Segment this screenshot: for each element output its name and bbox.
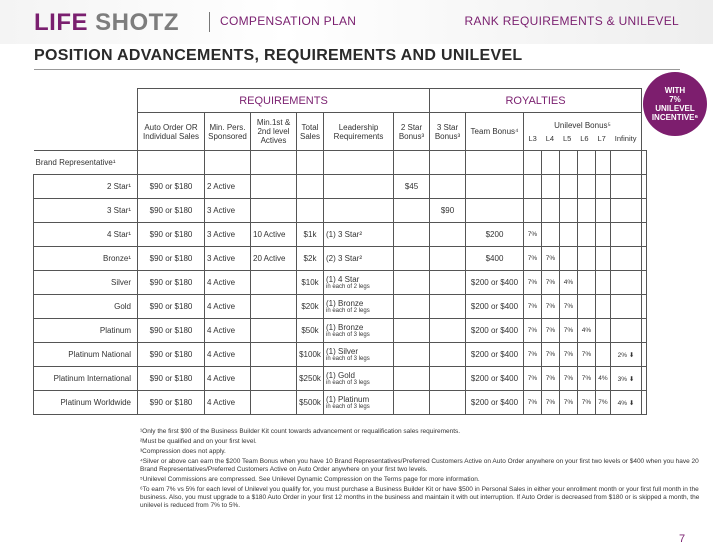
table-cell: 3 Active bbox=[205, 199, 251, 223]
rank-name-cell: Platinum International bbox=[34, 367, 138, 391]
table-cell: $90 or $180 bbox=[138, 343, 205, 367]
unilevel-incentive-badge bbox=[643, 72, 707, 136]
table-row bbox=[34, 295, 647, 319]
rank-name-cell: 4 Star¹ bbox=[34, 223, 138, 247]
table-cell: $90 or $180 bbox=[138, 199, 205, 223]
table-cell: 7% bbox=[542, 271, 560, 295]
table-cell bbox=[430, 247, 466, 271]
table-cell: 10 Active bbox=[251, 223, 297, 247]
table-cell bbox=[297, 151, 324, 175]
table-cell bbox=[560, 247, 578, 271]
leadership-cell bbox=[324, 295, 394, 319]
table-cell bbox=[542, 175, 560, 199]
table-cell bbox=[578, 151, 596, 175]
table-cell: 2 Active bbox=[205, 175, 251, 199]
table-cell bbox=[560, 175, 578, 199]
table-cell: 7% bbox=[524, 295, 542, 319]
col-l5: L5 bbox=[562, 133, 572, 143]
table-cell bbox=[394, 295, 430, 319]
table-cell: 4 Active bbox=[205, 271, 251, 295]
table-cell bbox=[466, 175, 524, 199]
table-cell: $90 or $180 bbox=[138, 391, 205, 415]
rank-name-cell: Gold bbox=[34, 295, 138, 319]
table-cell bbox=[578, 223, 596, 247]
table-row bbox=[34, 343, 647, 367]
table-cell: 7% bbox=[524, 367, 542, 391]
table-cell: $200 or $400 bbox=[466, 295, 524, 319]
leadership-cell bbox=[324, 319, 394, 343]
table-cell bbox=[251, 271, 297, 295]
table-row bbox=[34, 151, 647, 175]
lifeshotz-logo bbox=[34, 9, 179, 37]
table-cell: $90 or $180 bbox=[138, 295, 205, 319]
table-cell: $500k bbox=[297, 391, 324, 415]
leadership-cell bbox=[324, 391, 394, 415]
table-cell bbox=[251, 319, 297, 343]
table-cell: 4 Active bbox=[205, 391, 251, 415]
table-cell: 7% bbox=[560, 319, 578, 343]
leadership-text: (1) Gold bbox=[326, 371, 355, 380]
table-cell bbox=[138, 151, 205, 175]
table-cell bbox=[297, 199, 324, 223]
table-row bbox=[34, 247, 647, 271]
table-cell bbox=[430, 271, 466, 295]
table-cell bbox=[578, 295, 596, 319]
table-cell bbox=[642, 391, 647, 415]
leadership-text: (1) 4 Star bbox=[326, 275, 360, 284]
leadership-note: in each of 3 legs bbox=[326, 332, 370, 338]
table-cell bbox=[642, 199, 647, 223]
table-cell bbox=[430, 391, 466, 415]
table-row bbox=[34, 175, 647, 199]
footnote-4: ⁴Silver or above can earn the $200 Team Bonus when you have 10 Brand Representatives/Preferred Customers Active on Auto Order anywhere on your first two levels or $400 when you have 20 Brand Representatives/Preferred Customers Active on Auto Order anywhere on your first two levels. bbox=[140, 458, 699, 473]
col-three-star: 3 Star Bonus³ bbox=[430, 113, 466, 151]
table-cell: $90 or $180 bbox=[138, 319, 205, 343]
table-cell: $90 or $180 bbox=[138, 223, 205, 247]
table-cell bbox=[611, 271, 642, 295]
leadership-cell bbox=[324, 367, 394, 391]
table-cell: $90 or $180 bbox=[138, 175, 205, 199]
leadership-text: (1) Bronze bbox=[326, 323, 364, 332]
leadership-text: (1) 3 Star² bbox=[326, 230, 363, 239]
table-cell: 4 Active bbox=[205, 295, 251, 319]
table-cell bbox=[642, 271, 647, 295]
leadership-cell bbox=[324, 247, 394, 271]
table-cell: $10k bbox=[297, 271, 324, 295]
table-cell bbox=[642, 367, 647, 391]
leadership-note: in each of 3 legs bbox=[326, 404, 370, 410]
table-cell: 3 Active bbox=[205, 223, 251, 247]
group-header-row bbox=[34, 89, 647, 113]
col-total-sales: Total Sales bbox=[297, 113, 324, 151]
table-cell bbox=[642, 175, 647, 199]
footnote-3: ³Compression does not apply. bbox=[140, 448, 226, 455]
table-cell: 7% bbox=[578, 391, 596, 415]
table-cell: 4% bbox=[560, 271, 578, 295]
table-cell bbox=[578, 271, 596, 295]
col-l6: L6 bbox=[580, 133, 589, 143]
table-cell: 7% bbox=[560, 295, 578, 319]
table-cell: 3% ⬇ bbox=[611, 367, 642, 391]
page-number: 7 bbox=[679, 533, 686, 545]
table-cell: $20k bbox=[297, 295, 324, 319]
royalties-group-header: ROYALTIES bbox=[430, 89, 642, 113]
table-cell bbox=[430, 175, 466, 199]
table-cell bbox=[251, 295, 297, 319]
table-cell: 4% bbox=[596, 367, 611, 391]
table-cell bbox=[578, 175, 596, 199]
title-rule bbox=[34, 69, 680, 70]
table-cell bbox=[596, 199, 611, 223]
table-cell bbox=[205, 151, 251, 175]
table-cell: 7% bbox=[524, 271, 542, 295]
leadership-cell bbox=[324, 343, 394, 367]
footnote-2: ²Must be qualified and on your first level. bbox=[140, 438, 257, 445]
table-cell bbox=[251, 343, 297, 367]
table-cell bbox=[524, 199, 542, 223]
table-cell bbox=[297, 175, 324, 199]
rank-name-cell: Bronze¹ bbox=[34, 247, 138, 271]
table-cell bbox=[642, 223, 647, 247]
table-cell: 7% bbox=[524, 391, 542, 415]
requirements-group-header: REQUIREMENTS bbox=[138, 89, 430, 113]
table-cell bbox=[430, 319, 466, 343]
table-cell bbox=[394, 223, 430, 247]
table-cell: $250k bbox=[297, 367, 324, 391]
table-cell: 7% bbox=[524, 223, 542, 247]
table-cell bbox=[642, 319, 647, 343]
table-cell bbox=[394, 343, 430, 367]
corner-cell bbox=[34, 89, 138, 113]
table-cell bbox=[430, 151, 466, 175]
table-cell: 7% bbox=[542, 343, 560, 367]
table-row bbox=[34, 391, 647, 415]
table-cell: $200 or $400 bbox=[466, 367, 524, 391]
table-cell bbox=[611, 295, 642, 319]
col-l4: L4 bbox=[545, 133, 555, 143]
table-cell bbox=[578, 247, 596, 271]
table-cell bbox=[466, 199, 524, 223]
leadership-text: (1) Silver bbox=[326, 347, 359, 356]
table-cell bbox=[251, 151, 297, 175]
table-cell bbox=[642, 247, 647, 271]
table-cell: 7% bbox=[560, 391, 578, 415]
table-cell bbox=[642, 343, 647, 367]
table-cell: 7% bbox=[542, 367, 560, 391]
table-cell: $90 bbox=[430, 199, 466, 223]
table-cell: 7% bbox=[542, 391, 560, 415]
rank-name-cell: 2 Star¹ bbox=[34, 175, 138, 199]
table-cell: 7% bbox=[524, 343, 542, 367]
col-infinity: Infinity bbox=[614, 133, 637, 143]
badge-text: WITH 7% UNILEVEL INCENTIVE⁶ bbox=[651, 86, 699, 122]
rank-name-cell: Platinum National bbox=[34, 343, 138, 367]
col-unilevel bbox=[524, 113, 642, 151]
unilevel-title: Unilevel Bonus⁵ bbox=[554, 120, 611, 130]
col-l3: L3 bbox=[528, 133, 537, 143]
table-cell: $100k bbox=[297, 343, 324, 367]
table-cell bbox=[251, 199, 297, 223]
table-cell bbox=[596, 295, 611, 319]
table-cell bbox=[596, 319, 611, 343]
leadership-text: (1) Bronze bbox=[326, 299, 364, 308]
table-row bbox=[34, 223, 647, 247]
table-cell bbox=[611, 175, 642, 199]
logo-main: LIFE bbox=[34, 9, 88, 36]
col-l7: L7 bbox=[597, 133, 606, 143]
rank-requirements-table bbox=[33, 88, 647, 415]
table-cell: 7% bbox=[542, 295, 560, 319]
table-cell: 2% ⬇ bbox=[611, 343, 642, 367]
table-cell bbox=[394, 367, 430, 391]
table-cell bbox=[394, 151, 430, 175]
table-cell: 7% bbox=[524, 319, 542, 343]
table-cell bbox=[524, 175, 542, 199]
leadership-cell bbox=[324, 223, 394, 247]
table-cell: 20 Active bbox=[251, 247, 297, 271]
table-cell bbox=[611, 247, 642, 271]
header-divider bbox=[209, 12, 210, 32]
table-cell: 3 Active bbox=[205, 247, 251, 271]
table-cell bbox=[596, 343, 611, 367]
table-cell bbox=[251, 391, 297, 415]
table-cell: 7% bbox=[578, 343, 596, 367]
table-cell: 7% bbox=[524, 247, 542, 271]
table-row bbox=[34, 367, 647, 391]
table-cell: $50k bbox=[297, 319, 324, 343]
leadership-text: (1) Platinum bbox=[326, 395, 370, 404]
footnote-1: ¹Only the first $90 of the Business Builder Kit count towards advancement or requalification sales requirements. bbox=[140, 428, 461, 435]
table-cell bbox=[611, 199, 642, 223]
table-cell: 7% bbox=[542, 319, 560, 343]
table-cell: 4 Active bbox=[205, 343, 251, 367]
table-cell bbox=[596, 175, 611, 199]
table-cell: 7% bbox=[560, 367, 578, 391]
table-cell: $200 or $400 bbox=[466, 319, 524, 343]
table-cell: 4% ⬇ bbox=[611, 391, 642, 415]
table-cell: $90 or $180 bbox=[138, 367, 205, 391]
table-cell bbox=[611, 223, 642, 247]
col-min-level: Min.1st & 2nd level Actives bbox=[251, 113, 297, 151]
table-cell bbox=[596, 223, 611, 247]
table-cell bbox=[542, 223, 560, 247]
table-cell: $200 or $400 bbox=[466, 343, 524, 367]
col-leadership: Leadership Requirements bbox=[324, 113, 394, 151]
table-cell bbox=[251, 367, 297, 391]
table-cell bbox=[560, 151, 578, 175]
table-cell bbox=[642, 295, 647, 319]
table-cell bbox=[251, 175, 297, 199]
table-cell bbox=[466, 151, 524, 175]
rank-name-cell: Platinum bbox=[34, 319, 138, 343]
table-cell: 4% bbox=[578, 319, 596, 343]
table-cell: 7% bbox=[542, 247, 560, 271]
table-cell: $200 or $400 bbox=[466, 391, 524, 415]
table-row bbox=[34, 271, 647, 295]
table-cell bbox=[542, 151, 560, 175]
table-cell: 4 Active bbox=[205, 319, 251, 343]
table-cell: $45 bbox=[394, 175, 430, 199]
table-cell bbox=[596, 151, 611, 175]
table-cell bbox=[430, 223, 466, 247]
table-cell bbox=[596, 247, 611, 271]
col-auto-order: Auto Order OR Individual Sales bbox=[138, 113, 205, 151]
table-cell: $200 bbox=[466, 223, 524, 247]
col-two-star: 2 Star Bonus³ bbox=[394, 113, 430, 151]
col-team-bonus: Team Bonus⁴ bbox=[466, 113, 524, 151]
rank-name-cell: Silver bbox=[34, 271, 138, 295]
page-header bbox=[0, 0, 713, 44]
col-min-pers: Min. Pers. Sponsored bbox=[205, 113, 251, 151]
table-cell bbox=[394, 319, 430, 343]
header-page-topic: RANK REQUIREMENTS & UNILEVEL bbox=[464, 14, 679, 28]
table-cell: $1k bbox=[297, 223, 324, 247]
table-cell: $90 or $180 bbox=[138, 271, 205, 295]
table-cell bbox=[611, 319, 642, 343]
table-cell bbox=[560, 223, 578, 247]
table-cell bbox=[394, 199, 430, 223]
table-cell bbox=[524, 151, 542, 175]
leadership-note: in each of 3 legs bbox=[326, 380, 370, 386]
leadership-note: in each of 3 legs bbox=[326, 356, 370, 362]
table-cell bbox=[560, 199, 578, 223]
table-cell: 7% bbox=[578, 367, 596, 391]
table-cell: 7% bbox=[596, 391, 611, 415]
leadership-text: (2) 3 Star² bbox=[326, 254, 363, 263]
footnotes bbox=[140, 428, 710, 512]
leadership-cell bbox=[324, 199, 394, 223]
table-cell bbox=[394, 391, 430, 415]
table-cell bbox=[394, 247, 430, 271]
table-cell: 7% bbox=[560, 343, 578, 367]
table-cell bbox=[578, 199, 596, 223]
table-cell: $90 or $180 bbox=[138, 247, 205, 271]
table-cell bbox=[642, 151, 647, 175]
table-cell bbox=[394, 271, 430, 295]
footnote-5: ⁵Unilevel Commissions are compressed. See Unilevel Dynamic Compression on the Terms page for more information. bbox=[140, 476, 480, 483]
table-cell: $2k bbox=[297, 247, 324, 271]
rank-header-cell bbox=[34, 113, 138, 151]
footnote-6: ⁶To earn 7% vs 5% for each level of Unilevel you qualify for, you must purchase a Business Builder Kit or have $500 in Personal Sales in either your enrollment month or your first full month in the business. Also, you must upgrade to a $180 Auto Order in your first 12 months in the business and maintain it with out interruption. If Auto Order is decreased from $180 or is skipped a month, the unilevel is reduced from 7% to 5%. bbox=[140, 486, 700, 509]
header-section-title: COMPENSATION PLAN bbox=[220, 14, 357, 28]
table-cell bbox=[596, 271, 611, 295]
leadership-cell bbox=[324, 175, 394, 199]
table-cell bbox=[430, 367, 466, 391]
table-cell: $400 bbox=[466, 247, 524, 271]
leadership-note: in each of 2 legs bbox=[326, 284, 370, 290]
rank-name-cell: Platinum Worldwide bbox=[34, 391, 138, 415]
leadership-cell bbox=[324, 151, 394, 175]
logo-sub: SHOTZ bbox=[95, 9, 179, 36]
table-cell: 4 Active bbox=[205, 367, 251, 391]
rank-name-cell: 3 Star¹ bbox=[34, 199, 138, 223]
table-cell bbox=[430, 343, 466, 367]
table-row bbox=[34, 319, 647, 343]
table-cell bbox=[611, 151, 642, 175]
rank-rows bbox=[34, 151, 647, 415]
table-row bbox=[34, 199, 647, 223]
table-cell bbox=[542, 199, 560, 223]
page-title: POSITION ADVANCEMENTS, REQUIREMENTS AND UNILEVEL bbox=[34, 47, 523, 64]
leadership-note: in each of 2 legs bbox=[326, 308, 370, 314]
table-cell: $200 or $400 bbox=[466, 271, 524, 295]
column-header-row bbox=[34, 113, 647, 151]
table-cell bbox=[430, 295, 466, 319]
leadership-cell bbox=[324, 271, 394, 295]
rank-name-cell: Brand Representative¹ bbox=[34, 151, 138, 175]
